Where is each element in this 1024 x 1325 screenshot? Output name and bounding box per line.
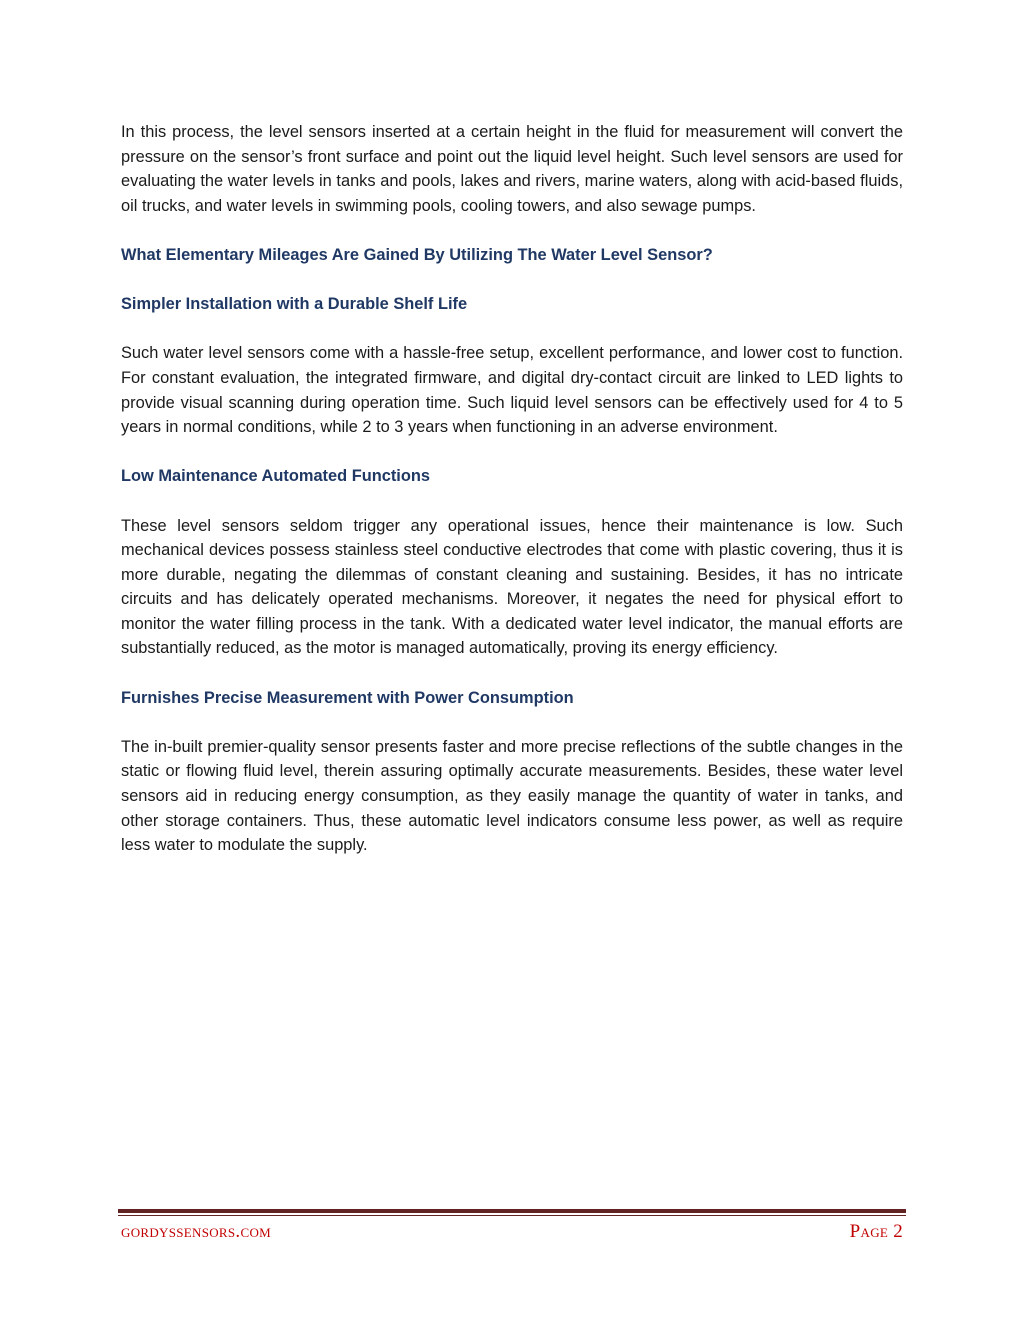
spacer: [121, 710, 903, 735]
footer-divider: [118, 1209, 906, 1216]
spacer: [121, 440, 903, 465]
spacer: [121, 661, 903, 686]
spacer: [121, 317, 903, 342]
spacer: [121, 268, 903, 293]
footer-divider-thick: [118, 1209, 906, 1213]
footer-page-number: Page 2: [849, 1221, 903, 1242]
section-heading-installation: Simpler Installation with a Durable Shelf Life: [121, 295, 468, 314]
footer-website: gordyssensors.com: [121, 1221, 271, 1242]
section-heading-maintenance: Low Maintenance Automated Functions: [121, 467, 431, 486]
spacer: [121, 218, 903, 243]
section-paragraph-measurement: The in-built premier-quality sensor presents faster and more precise reflections of the subtle changes in the static or flowing fluid level, therein assuring optimally accurate measurements. Besides, these water level sensors aid in reducing energy consumption, as they easily manage the quantity of water in tanks, and other storage containers. Thus, these automatic level indicators consume less power, as well as require less water to modulate the supply.: [121, 737, 903, 855]
section-paragraph-maintenance: These level sensors seldom trigger any operational issues, hence their maintenance is low. Such mechanical devices possess stainless steel conductive electrodes that come with plastic covering, thus it is more durable, negating the dilemmas of constant cleaning and sustaining. Besides, it has no intricate circuits and has delicately operated mechanisms. Moreover, it negates the need for physical effort to monitor the water filling process in the tank. With a dedicated water level indicator, the manual efforts are substantially reduced, as the motor is managed automatically, proving its energy efficiency.: [121, 516, 903, 658]
spacer: [121, 489, 903, 514]
section-heading-measurement: Furnishes Precise Measurement with Power Consumption: [121, 688, 574, 707]
section-paragraph-installation: Such water level sensors come with a hassle-free setup, excellent performance, and lower cost to function. For constant evaluation, the integrated firmware, and digital dry-contact circuit are linked to LED lights to provide visual scanning during operation time. Such liquid level sensors can be effectively used for 4 to 5 years in normal conditions, while 2 to 3 years when functioning in an adverse environment.: [121, 344, 903, 437]
main-heading: What Elementary Mileages Are Gained By Utilizing The Water Level Sensor?: [121, 245, 713, 264]
document-body: [121, 120, 903, 858]
intro-paragraph: In this process, the level sensors inserted at a certain height in the fluid for measurement will convert the pressure on the sensor’s front surface and point out the liquid level height. Such level sensors are used for evaluating the water levels in tanks and pools, lakes and rivers, marine waters, along with acid-based fluids, oil trucks, and water levels in swimming pools, cooling towers, and also sewage pumps.: [121, 123, 903, 215]
footer-divider-thin: [118, 1215, 906, 1216]
